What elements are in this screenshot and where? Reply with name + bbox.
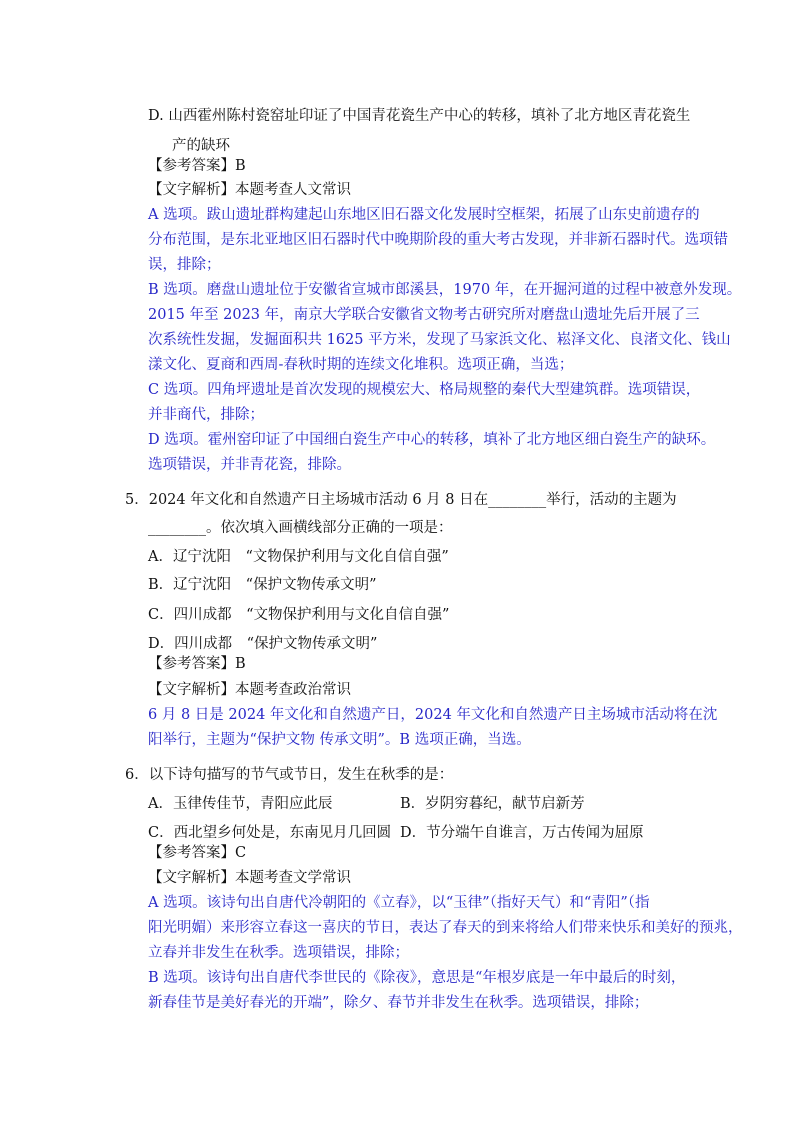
q4-analysis-line: 漾文化、夏商和西周-春秋时期的连续文化堆积。选项正确，当选；: [148, 357, 574, 373]
q5-analysis-line: 阳举行，主题为“保护文物 传承文明”。B 选项正确，当选。: [148, 732, 531, 748]
q4-analysis-label: 【文字解析】本题考查人文常识: [148, 182, 351, 198]
q6-analysis-label: 【文字解析】本题考查文学常识: [148, 870, 351, 886]
q4-analysis-line: 次系统性发掘，发掘面积共 1625 平方米，发现了马家浜文化、崧泽文化、良渚文化、钱山: [148, 332, 731, 348]
q6-option-d: D．节分端午自谁言，万古传闻为屈原: [400, 825, 644, 841]
q4-analysis-line: 2015 年至 2023 年，南京大学联合安徽省文物考古研究所对磨盘山遗址先后开展了三: [148, 307, 700, 323]
q5-option-c: C．四川成都 “文物保护利用与文化自信自强”: [148, 607, 450, 623]
q5-option-d: D．四川成都 “保护文物传承文明”: [148, 636, 378, 652]
q6-stem: 6．以下诗句描写的节气或节日，发生在秋季的是：: [125, 767, 454, 783]
q6-analysis-line: A 选项。该诗句出自唐代冷朝阳的《立春》，以“玉律”（指好天气）和“青阳”（指: [148, 895, 650, 911]
q6-option-a: A．玉律传佳节，青阳应此辰: [148, 796, 333, 812]
q5-stem-line1: 5．2024 年文化和自然遗产日主场城市活动 6 月 8 日在________举行，活动的主题为: [125, 492, 677, 508]
q6-answer: 【参考答案】C: [148, 845, 247, 861]
q5-analysis-line: 6 月 8 日是 2024 年文化和自然遗产日，2024 年文化和自然遗产日主场城市活动将在沈: [148, 707, 718, 723]
q4-analysis-line: D 选项。霍州窑印证了中国细白瓷生产中心的转移，填补了北方地区细白瓷生产的缺环。: [148, 432, 716, 448]
q4-analysis-line: C 选项。四角坪遗址是首次发现的规模宏大、格局规整的秦代大型建筑群。选项错误，: [148, 382, 701, 398]
q5-option-b: B．辽宁沈阳 “保护文物传承文明”: [148, 577, 377, 593]
q4-analysis-line: B 选项。磨盘山遗址位于安徽省宣城市郎溪县，1970 年，在开掘河道的过程中被意外发现。: [148, 282, 742, 298]
q6-analysis-line: 阳光明媚）来形容立春这一喜庆的节日，表达了春天的到来将给人们带来快乐和美好的预兆，: [148, 920, 743, 936]
q5-stem-line2: ________。依次填入画横线部分正确的一项是：: [148, 520, 453, 536]
q5-analysis-label: 【文字解析】本题考查政治常识: [148, 682, 351, 698]
q4-analysis-line: 选项错误，并非青花瓷，排除。: [148, 457, 351, 473]
q4-analysis-line: A 选项。跋山遗址群构建起山东地区旧石器文化发展时空框架，拓展了山东史前遗存的: [148, 207, 700, 223]
q6-analysis-line: 立春并非发生在秋季。选项错误，排除；: [148, 945, 409, 961]
q5-answer: 【参考答案】B: [148, 656, 246, 672]
q5-option-a: A．辽宁沈阳 “文物保护利用与文化自信自强”: [148, 549, 449, 565]
q4-answer: 【参考答案】B: [148, 158, 246, 174]
q4-option-d-line1: D. 山西霍州陈村瓷窑址印证了中国青花瓷生产中心的转移，填补了北方地区青花瓷生: [148, 108, 691, 124]
q4-analysis-line: 并非商代，排除；: [148, 407, 264, 423]
q6-analysis-line: B 选项。该诗句出自唐代李世民的《除夜》，意思是“年根岁底是一年中最后的时刻，: [148, 970, 686, 986]
q4-option-d-line2: 产的缺环: [172, 138, 230, 154]
q6-option-b: B．岁阴穷暮纪，献节启新芳: [400, 796, 585, 812]
q6-analysis-line: 新春佳节是美好春光的开端”，除夕、春节并非发生在秋季。选项错误，排除；: [148, 995, 649, 1011]
q4-analysis-line: 分布范围，是东北亚地区旧石器时代中晚期阶段的重大考古发现，并非新石器时代。选项错: [148, 232, 728, 248]
q4-analysis-line: 误，排除；: [148, 257, 221, 273]
q6-option-c: C．西北望乡何处是，东南见月几回圆: [148, 825, 392, 841]
